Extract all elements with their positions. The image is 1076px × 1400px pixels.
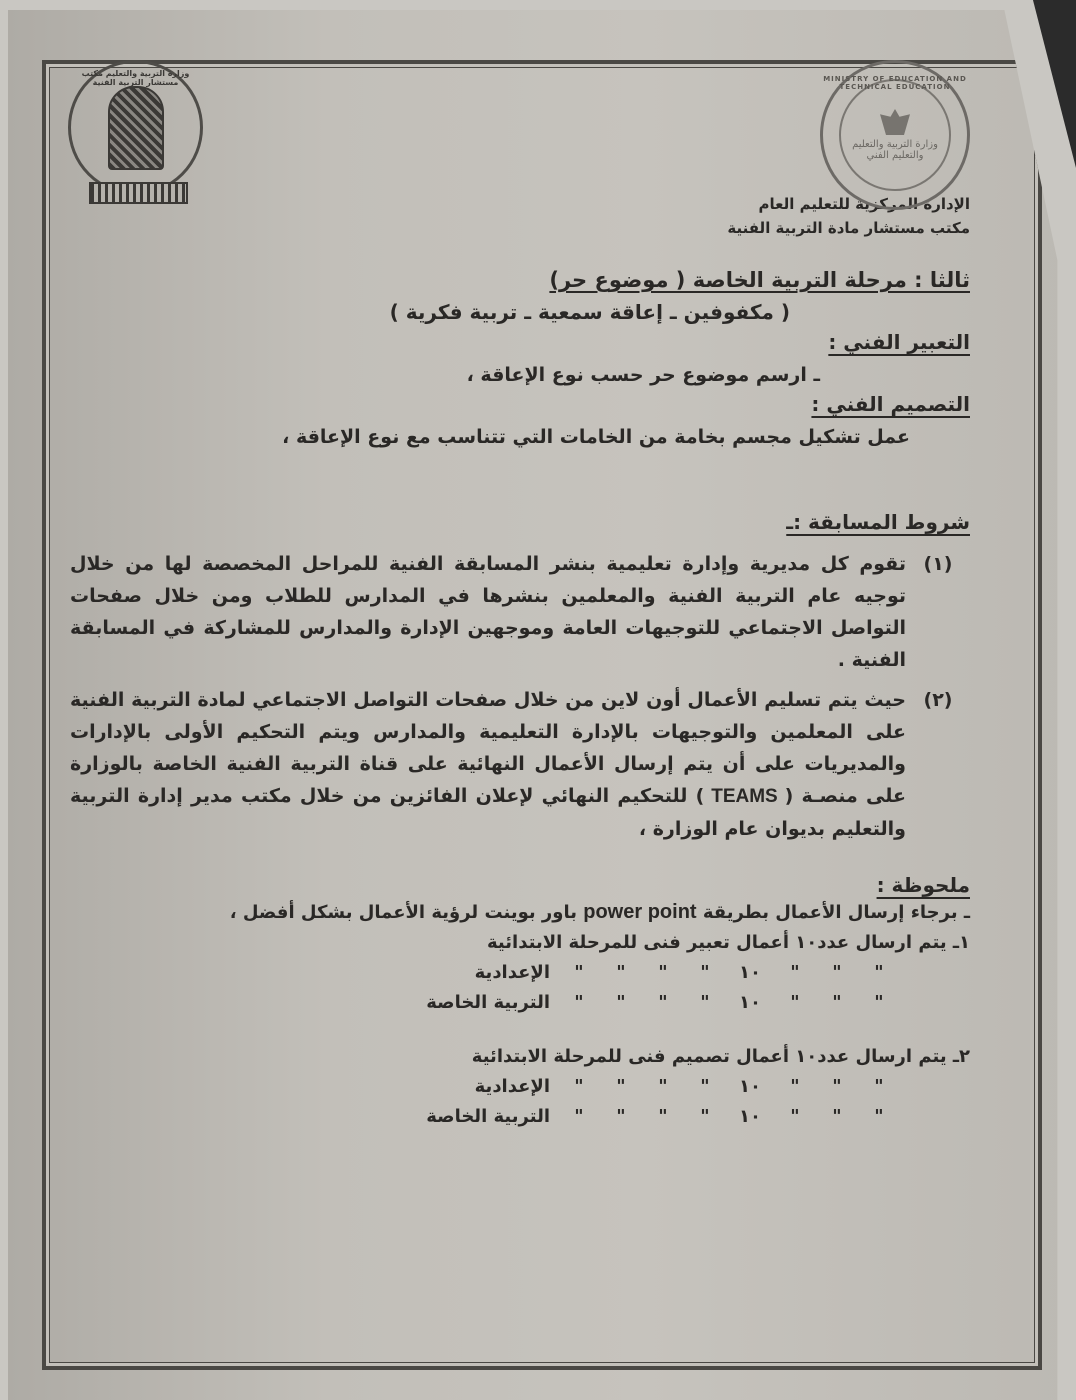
ditto-mark: " — [574, 992, 584, 1013]
group-1-first-line: ١ـ يتم ارسال عدد١٠ أعمال تعبير فنى للمرحلة الابتدائية — [487, 932, 970, 953]
ditto-mark: " — [658, 962, 668, 983]
art-expression-heading: التعبير الفني : — [828, 330, 970, 354]
note-text-before: ـ برجاء إرسال الأعمال بطريقة — [696, 902, 970, 923]
art-design-text: عمل تشكيل مجسم بخامة من الخامات التي تتناسب مع نوع الإعاقة ، — [282, 426, 910, 448]
condition-text-after: ) للتحكيم النهائي لإعلان الفائزين من خلال مكتب مدير إدارة التربية والتعليم بديوان عام الوزارة ، — [70, 785, 906, 840]
count: ١٠ — [739, 1106, 761, 1127]
note-heading: ملحوظة : — [876, 873, 970, 897]
group-2-row — [60, 1072, 900, 1102]
ditto-mark: " — [700, 962, 710, 983]
art-design-heading: التصميم الفني : — [811, 392, 970, 416]
emblem-base — [89, 182, 188, 204]
ditto-mark: " — [700, 992, 710, 1013]
format-name: power point — [583, 901, 697, 923]
condition-text — [60, 684, 906, 845]
ditto-mark: " — [874, 1106, 884, 1127]
note-text-after: باور بوينت لرؤية الأعمال بشكل أفضل ، — [229, 902, 584, 923]
group-1-row — [60, 958, 900, 988]
section-categories: ( مكفوفين ـ إعاقة سمعية ـ تربية فكرية ) — [389, 300, 790, 324]
condition-number: (٢) — [923, 689, 953, 711]
condition-text: تقوم كل مديرية وإدارة تعليمية بنشر المسابقة الفنية للمراحل المخصصة لها من خلال توجيه عام التربية الفنية والمعلمين بنشرها في المدارس للطلاب ومن خلال صفحات التواصل الاجتماعي للتوجيهات العامة وموجهين الإدارة والمدارس للمشاركة في المسابقة الفنية . — [70, 553, 906, 671]
art-expression-text: ـ ارسم موضوع حر حسب نوع الإعاقة ، — [466, 364, 820, 386]
ditto-mark: " — [790, 1106, 800, 1127]
ditto-mark: " — [874, 1076, 884, 1097]
ditto-mark: " — [832, 962, 842, 983]
org-name: الإدارة المركزية للتعليم العام — [758, 195, 970, 213]
stage-name: التربية الخاصة — [426, 1106, 550, 1127]
count: ١٠ — [739, 1076, 761, 1097]
ditto-mark: " — [658, 992, 668, 1013]
ditto-mark: " — [658, 1106, 668, 1127]
office-name: مكتب مستشار مادة التربية الفنية — [727, 219, 970, 237]
group-2-first-line: ٢ـ يتم ارسال عدد١٠ أعمال تصميم فنى للمرحلة الابتدائية — [471, 1046, 970, 1067]
group-2-row — [60, 1102, 900, 1132]
letterhead-left — [68, 60, 203, 195]
platform-name: TEAMS — [704, 786, 785, 807]
ditto-mark: " — [616, 962, 626, 983]
seal-ring-text: MINISTRY OF EDUCATION AND TECHNICAL EDUCATION — [823, 75, 967, 91]
ditto-mark: " — [832, 1106, 842, 1127]
conditions-heading: شروط المسابقة :ـ — [786, 510, 970, 534]
ditto-mark: " — [832, 1076, 842, 1097]
ditto-mark: " — [790, 992, 800, 1013]
count: ١٠ — [739, 962, 761, 983]
seal-center — [839, 79, 951, 191]
art-education-advisor-emblem-icon — [68, 60, 203, 195]
ditto-mark: " — [874, 992, 884, 1013]
ditto-mark: " — [574, 1076, 584, 1097]
count: ١٠ — [739, 992, 761, 1013]
section-title: ثالثا : مرحلة التربية الخاصة ( موضوع حر) — [549, 268, 970, 292]
seal-center-text: وزارة التربية والتعليم والتعليم الفني — [852, 139, 938, 161]
document-content — [60, 60, 970, 1132]
emblem-pillar — [108, 86, 164, 170]
ditto-mark: " — [616, 1106, 626, 1127]
condition-item — [60, 684, 970, 845]
stage-name: التربية الخاصة — [426, 992, 550, 1013]
condition-item — [60, 548, 970, 676]
letterhead — [60, 60, 970, 210]
stage-name: الإعدادية — [474, 1076, 550, 1097]
ditto-mark: " — [790, 1076, 800, 1097]
ditto-mark: " — [874, 962, 884, 983]
ditto-mark: " — [616, 992, 626, 1013]
stage-name: الإعدادية — [474, 962, 550, 983]
ditto-mark: " — [574, 962, 584, 983]
letterhead-right — [820, 60, 970, 210]
eagle-icon — [880, 109, 910, 135]
ditto-mark: " — [700, 1076, 710, 1097]
condition-number: (١) — [923, 553, 953, 575]
group-1-row — [60, 988, 900, 1018]
ditto-mark: " — [790, 962, 800, 983]
ditto-mark: " — [574, 1106, 584, 1127]
ditto-mark: " — [616, 1076, 626, 1097]
ditto-mark: " — [832, 992, 842, 1013]
note-format-line — [60, 897, 970, 928]
ditto-mark: " — [700, 1106, 710, 1127]
emblem-ring-text: وزارة التربية والتعليم مكتب مستشار التربية الفنية — [81, 69, 190, 87]
ditto-mark: " — [658, 1076, 668, 1097]
condition-text-before: حيث يتم تسليم الأعمال أون لاين من خلال صفحات التواصل الاجتماعي لمادة التربية الفنية على المعلمين والتوجيهات بالإدارة التعليمية والمدارس ويتم التحكيم الأولى بالإدارات والمديريات على أن يتم إرسال الأعمال النهائية على قناة التربية الفنية الخاصة بالوزارة على منصـة ( — [70, 689, 906, 807]
ministry-of-education-seal-icon — [820, 60, 970, 210]
